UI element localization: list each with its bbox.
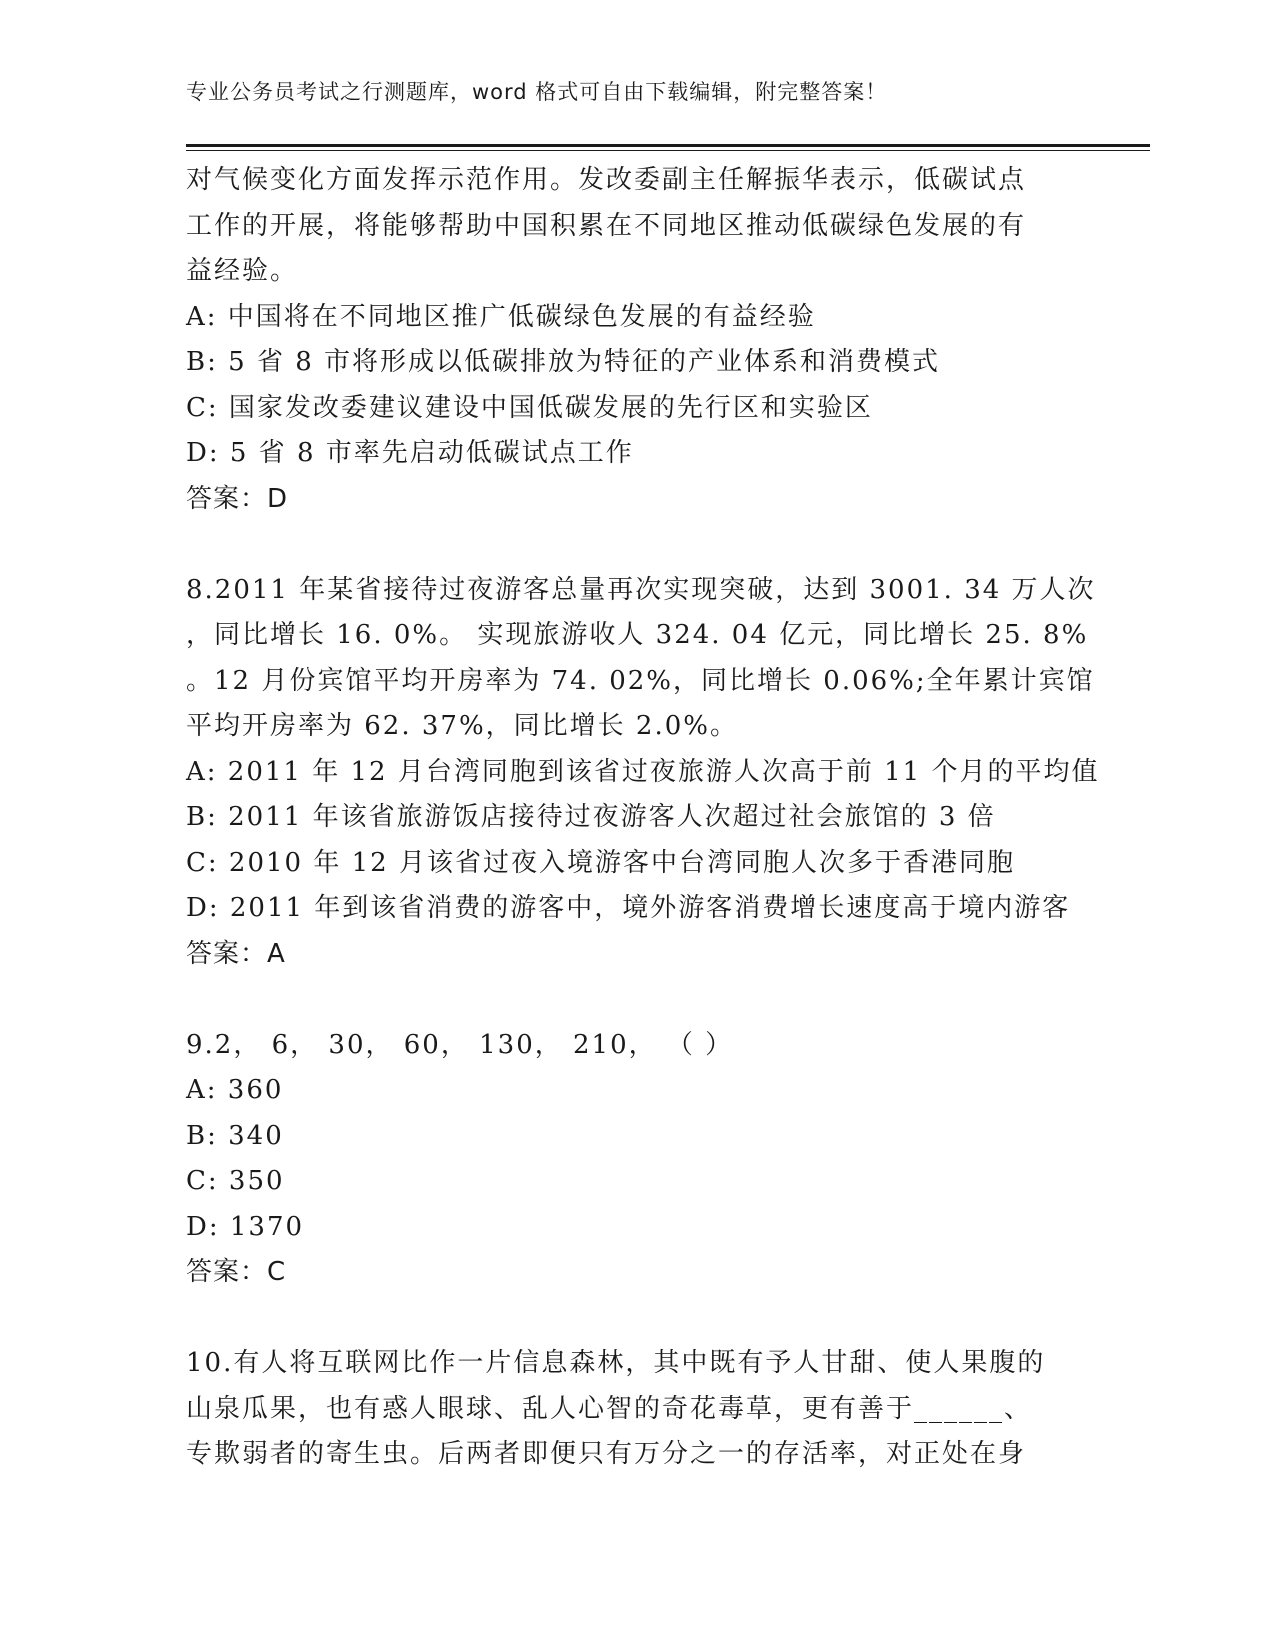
option-c: C: 国家发改委建议建设中国低碳发展的先行区和实验区 xyxy=(186,392,873,423)
option-d: D: 1370 xyxy=(186,1211,305,1242)
question-10 xyxy=(186,1341,1086,1478)
option-c: C: 350 xyxy=(186,1166,285,1196)
header-rule xyxy=(186,144,1150,147)
option-a: A: 2011 年 12 月台湾同胞到该省过夜旅游人次高于前 11 个月的平均值 xyxy=(186,756,1100,787)
question-stem-line: 对气候变化方面发挥示范作用。发改委副主任解振华表示，低碳试点 xyxy=(186,165,1027,195)
question-9 xyxy=(186,1023,1086,1296)
option-b: B: 2011 年该省旅游饭店接待过夜游客人次超过社会旅馆的 3 倍 xyxy=(186,802,996,832)
answer-label: 答案：D xyxy=(186,483,289,514)
question-stem-line: 平均开房率为 62. 37%，同比增长 2.0%。 xyxy=(186,711,738,741)
question-stem-line: 10.有人将互联网比作一片信息森林，其中既有予人甘甜、使人果腹的 xyxy=(186,1348,1046,1378)
question-8 xyxy=(186,568,1100,978)
question-stem-line: 工作的开展，将能够帮助中国积累在不同地区推动低碳绿色发展的有 xyxy=(186,210,1027,241)
option-d: D: 5 省 8 市率先启动低碳试点工作 xyxy=(186,438,634,468)
spacer xyxy=(186,522,1086,568)
option-c: C: 2010 年 12 月该省过夜入境游客中台湾同胞人次多于香港同胞 xyxy=(186,847,1015,878)
question-7 xyxy=(186,158,1086,522)
question-stem-line: ，同比增长 16. 0%。 实现旅游收人 324. 04 亿元，同比增长 25. 8% xyxy=(186,620,1089,650)
option-d: D: 2011 年到该省消费的游客中，境外游客消费增长速度高于境内游客 xyxy=(186,893,1071,923)
question-stem-line: 专欺弱者的寄生虫。后两者即便只有万分之一的存活率，对正处在身 xyxy=(186,1439,1027,1469)
question-stem-line: 山泉瓜果，也有惑人眼球、乱人心智的奇花毒草，更有善于______、 xyxy=(186,1393,1033,1424)
answer-label: 答案：A xyxy=(186,938,286,969)
option-a: A: 中国将在不同地区推广低碳绿色发展的有益经验 xyxy=(186,301,816,332)
spacer xyxy=(186,1296,1086,1342)
question-stem-line: 8.2011 年某省接待过夜游客总量再次实现突破，达到 3001. 34 万人次 xyxy=(186,574,1096,605)
spacer xyxy=(186,977,1086,1023)
question-stem-line: 益经验。 xyxy=(186,256,299,286)
header-rule-thin xyxy=(186,150,1150,151)
question-stem-line: 9.2， 6， 30， 60， 130， 210， （ ） xyxy=(186,1029,734,1060)
option-a: A: 360 xyxy=(186,1075,284,1105)
answer-label: 答案：C xyxy=(186,1257,287,1287)
option-b: B: 340 xyxy=(186,1120,284,1151)
question-stem-line: 。12 月份宾馆平均开房率为 74. 02%，同比增长 0.06%;全年累计宾馆 xyxy=(186,665,1095,696)
page-header: 专业公务员考试之行测题库，word 格式可自由下载编辑，附完整答案！ xyxy=(186,80,888,104)
question-content xyxy=(186,158,1100,1478)
option-b: B: 5 省 8 市将形成以低碳排放为特征的产业体系和消费模式 xyxy=(186,347,941,377)
